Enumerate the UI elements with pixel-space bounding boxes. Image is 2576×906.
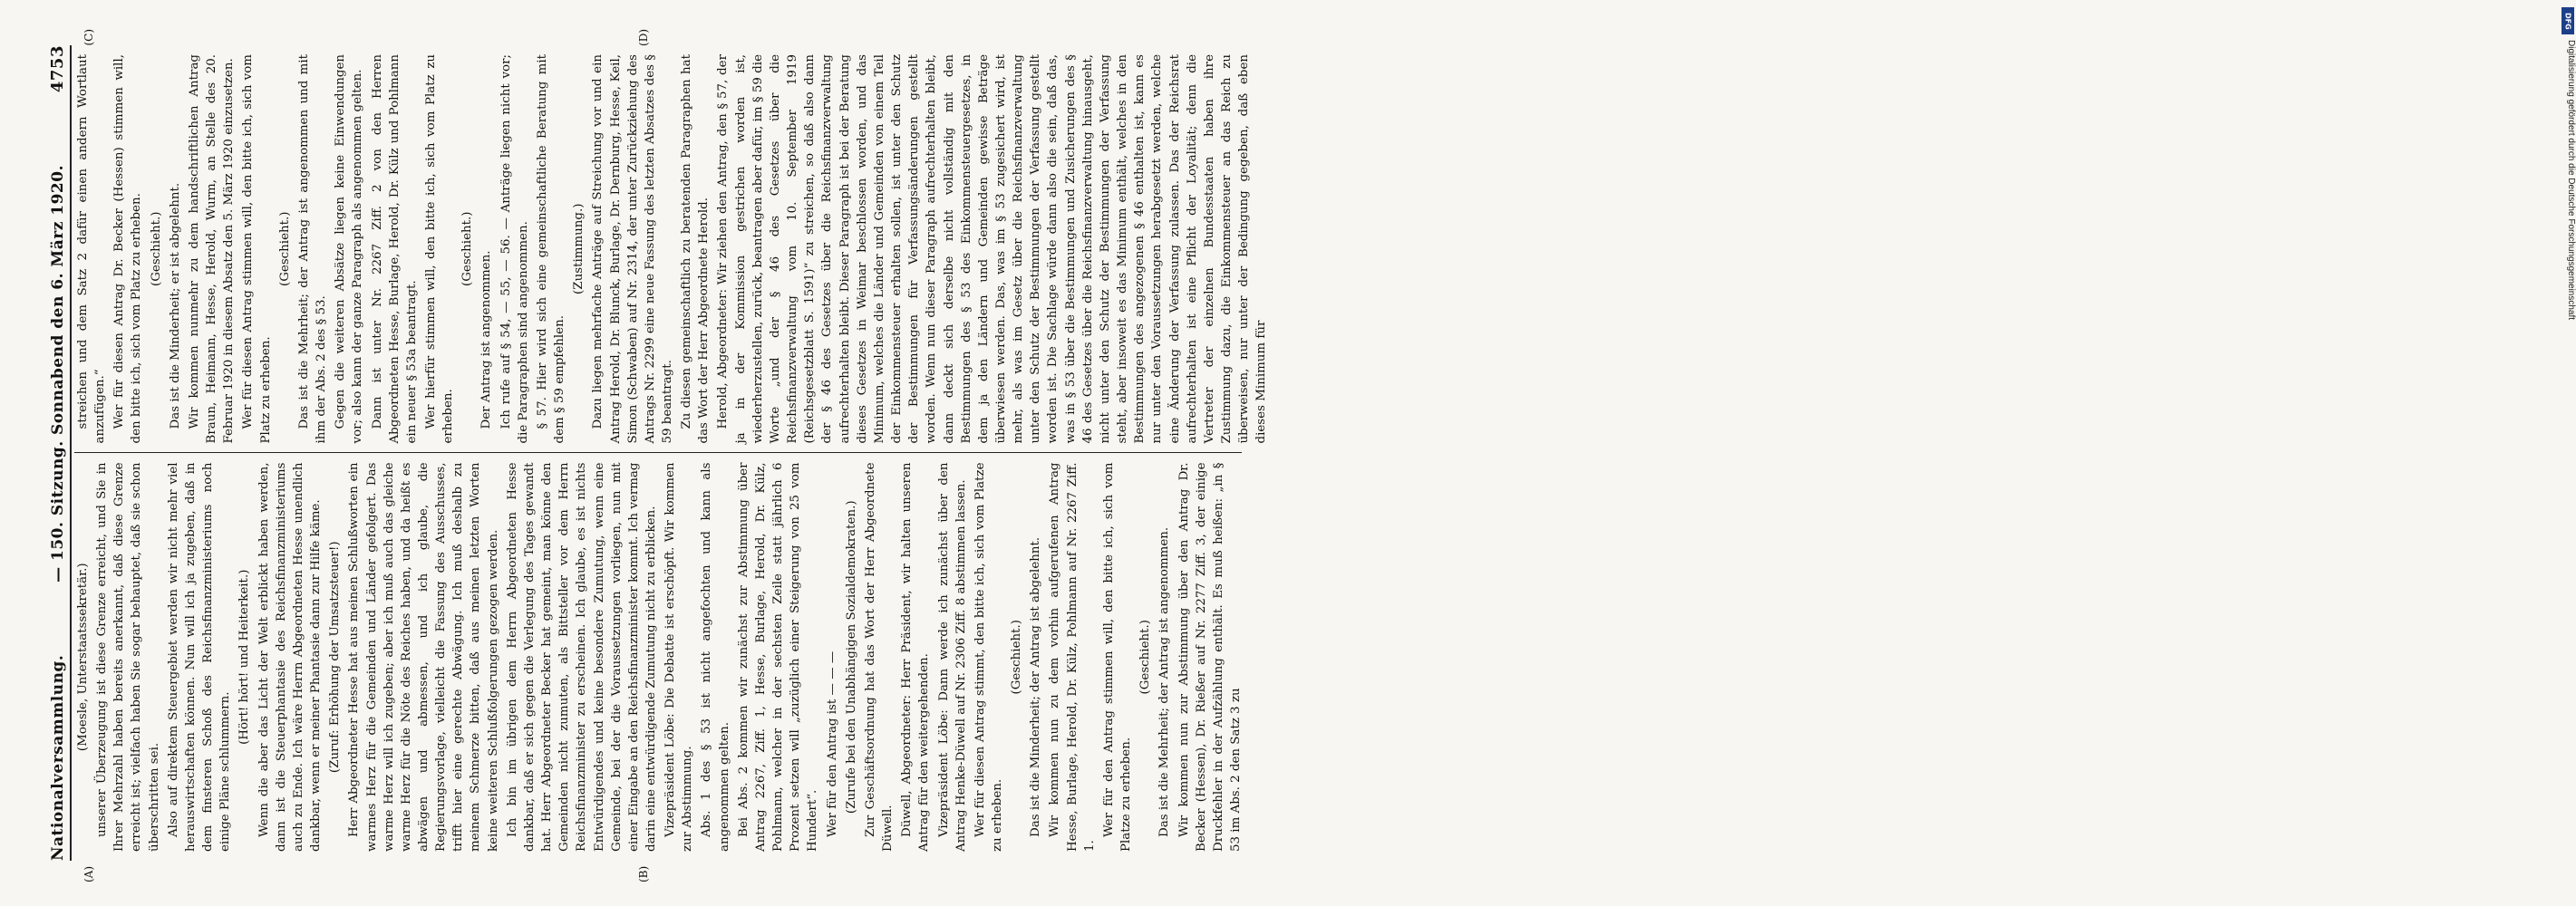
side-note [1278,0,2576,906]
stage-direction: (Moesle, Unterstaatssekretär.) [76,563,90,752]
margin-marker-d: (D) [637,29,650,46]
stage-direction: (Hört! hört! und Heiterkeit.) [237,569,252,745]
text-paragraph: Wir kommen nunmehr zu dem handschriftlichen Antrag Braun, Heimann, Hesse, Herold, Wurm, an Stelle des 20. Februar 1920 in diesem Absatz den 5. März 1920 einzusetzen. [187,54,237,444]
text-paragraph: Wenn die aber das Licht der Welt erblickt haben werden, dann ist die Steuerphantasie des Reichsfinanzministeriums auch zu Ende. Ich wäre Herrn Abgeordneten Hesse unendlich dankbar, wenn er meiner Phantasie dann zur Hilfe käme. [257,462,324,852]
header-title: Nationalversammlung. [49,654,67,861]
text-paragraph: Wer für den Antrag stimmen will, den bitte ich, sich vom Platze zu erheben. [1101,462,1134,852]
text-paragraph: Das ist die Minderheit; er ist abgelehnt. [168,182,182,429]
text-paragraph: Vizepräsident Löbe: Die Debatte ist erschöpft. Wir kommen zur Abstimmung. [663,462,695,852]
columns [74,29,1269,882]
stage-direction: (Geschieht.) [1138,619,1153,695]
left-column [74,454,1243,882]
stage-direction: (Geschieht.) [460,211,475,287]
dfg-logo: DFG [2561,7,2574,34]
text-paragraph: Gegen die weiteren Absätze liegen keine Einwendungen vor; also kann der ganze Paragraph als angenommen gelten. [334,54,365,444]
text-paragraph: § 57. Hier wird sich eine gemeinschaftliche Beratung mit dem § 59 empfehlen. [535,54,567,444]
stage-direction: (Zurufe bei den Unabhängigen Sozialdemokraten.) [844,500,858,814]
scanned-page [36,27,1269,888]
stage-direction: (Zuruf: Erhöhung der Umsatzsteuer!) [328,541,343,774]
page-header [36,45,72,861]
text-paragraph: Wir kommen nun zur Abstimmung über den Antrag Dr. Becker (Hessen), Dr. Rießer auf Nr. 2277 Ziff. 3, der einige Druckfehler in der Aufzählung enthält. Es muß heißen: „in § 53 im Abs. 2 den Satz 3 zu [1177,462,1243,852]
text-paragraph: Zur Geschäftsordnung hat das Wort der Herr Abgeordnete Düwell. [863,462,896,852]
text-paragraph: Also auf direktem Steuergebiet werden wir nicht mehr viel herauswirtschaften können. Nun will ich ja zugeben, daß in dem finsteren Schoß des Reichsfinanzministeriums noch einige Pläne schlummern. [166,462,233,852]
rotated-page [36,27,1269,888]
text-paragraph: Abs. 1 des § 53 ist nicht angefochten und kann als angenommen gelten. [700,462,731,852]
right-column [74,29,1269,454]
text-paragraph: Wer für den Antrag ist — — — [825,651,839,837]
text-paragraph: Dann ist unter Nr. 2267 Ziff. 2 von den Herren Abgeordneten Hesse, Burlage, Herold, Dr. Külz und Pohlmann ein neuer § 53a beantragt. [370,54,419,444]
stage-direction: (Zustimmung.) [572,203,586,294]
text-paragraph: Der Antrag ist angenommen. [479,250,494,429]
margin-marker-b: (B) [637,865,650,882]
digitization-caption: Digitalisierung gefördert durch die Deutsche Forschungsgemeinschaft [2566,40,2576,321]
margin-marker-c: (C) [82,29,95,46]
text-paragraph: Herr Abgeordneter Hesse hat aus meinen Schlußworten ein warmes Herz für die Gemeinden und Länder gefolgert. Das warme Herz will ich zugeben; aber ich muß auch das gleiche warme Herz für die Nöte des Reiches haben, und da heißt es abwägen und abmessen, und ich glaube, die Regierungsvorlage, vielleicht die Fassung des Ausschusses, trifft hier eine gerechte Abwägung. Ich muß deshalb zu meinem Schmerze bitten, daß aus meinen letzten Worten keine weiteren Schlußfolgerungen gezogen werden. [347,462,500,852]
text-paragraph: Wir kommen nun zu dem vorhin aufgerufenen Antrag Hesse, Burlage, Herold, Dr. Külz, Pohlmann auf Nr. 2267 Ziff. 1. [1048,462,1097,852]
text-paragraph: Düwell, Abgeordneter: Herr Präsident, wir halten unseren Antrag für den weitergehenden. [900,462,932,852]
text-paragraph: Herold, Abgeordneter: Wir ziehen den Antrag, den § 57, der ja in der Kommission gestrichen worden ist, wiederherzustellen, zurück, beantragen aber dafür, im § 59 die Worte „und der § 46 des Gesetzes über die Reichsfinanzverwaltung vom 10. September 1919 (Reichsgesetzblatt S. 1591)“ zu streichen, so daß also dann der § 46 des Gesetzes über die Reichsfinanzverwaltung aufrechterhalten bleibt. Dieser Paragraph ist bei der Beratung dieses Gesetzes in Weimar beschlossen worden, und das Minimum, welches die Länder und Gemeinden von einem Teil der Einkommensteuer erhalten sollen, ist unter den Schutz der Bestimmungen für Verfassungsänderungen gestellt worden. Wenn nun dieser Paragraph aufrechterhalten bleibt, dann deckt sich derselbe nicht vollständig mit den Bestimmungen des § 53 des Einkommensteuergesetzes, in dem ja den Ländern und Gemeinden gewisse Beträge überwiesen werden. Das, was im § 53 zugesichert wird, ist mehr, als was im Gesetz über die Reichsfinanzverwaltung unter den Schutz der Bestimmungen der Verfassung gestellt worden ist. Die Sachlage würde dann also die sein, daß das, was in § 53 über die Bestimmungen und Zusicherungen des § 46 des Gesetzes über die Reichsfinanzverwaltung hinausgeht, nicht unter den Schutz der Bestimmungen der Verfassung steht, aber insoweit es das Minimum enthält, welches in den Bestimmungen des angezogenen § 46 enthalten ist, kann es nur unter den Voraussetzungen herabgesetzt werden, welche eine Änderung der Verfassung zulassen. Das der Reichsrat aufrechterhalten ist eine Pflicht der Loyalität; denn die Vertreter der einzelnen Bundesstaaten haben ihre Zustimmung dazu, die Einkommensteuer an das Reich zu überweisen, nur unter der Bedingung gegeben, daß eben dieses Minimum für [716,54,1269,444]
text-paragraph: Das ist die Minderheit; der Antrag ist abgelehnt. [1029,536,1043,837]
text-paragraph: Das ist die Mehrheit; der Antrag ist angenommen. [1157,526,1172,837]
text-paragraph: streichen und dem Satz 2 dafür einen andern Wortlaut anzufügen.“ [76,54,108,444]
text-paragraph: unserer Überzeugung ist diese Grenze erreicht, und Sie in Ihrer Mehrzahl haben bereits anerkannt, daß diese Grenze erreicht ist; vielfach haben Sie sogar behauptet, daß sie schon überschritten sei. [95,462,161,852]
stage-direction: (Geschieht.) [149,211,163,287]
header-session: — 150. Sitzung. Sonnabend den 6. März 1920. [49,165,67,583]
text-paragraph: Wer für diesen Antrag Dr. Becker (Hessen) stimmen will, den bitte ich, sich vom Platz zu erheben. [112,54,144,444]
text-paragraph: Dazu liegen mehrfache Anträge auf Streichung vor und ein Antrag Herold, Dr. Blunck, Burlage, Dr. Dernburg, Hesse, Keil, Simon (Schwaben) auf Nr. 2314, der unter Zurückziehung des Antrags Nr. 2299 eine neue Fassung des letzten Absatzes des § 59 beantragt. [591,54,674,444]
text-paragraph: Wer hierfür stimmen will, den bitte ich, sich vom Platz zu erheben. [423,54,456,444]
text-paragraph: Wer für diesen Antrag stimmt, den bitte ich, sich vom Platze zu erheben. [973,462,1004,852]
stage-direction: (Geschieht.) [1010,619,1024,695]
text-paragraph: Vizepräsident Löbe: Dann werde ich zunächst über den Antrag Henke-Düwell auf Nr. 2306 Ziff. 8 abstimmen lassen. [936,462,968,852]
text-paragraph: Ich rufe auf § 54, — 55, — 56. — Anträge liegen nicht vor; die Paragraphen sind angenommen. [499,54,530,444]
text-paragraph: Bei Abs. 2 kommen wir zunächst zur Abstimmung über Antrag 2267, Ziff. 1, Hesse, Burlage, Herold, Dr. Külz, Pohlmann, welcher in der sechsten Zeile statt jährlich 6 Prozent setzen will „zuzüglich einer Steigerung von 25 vom Hundert“. [736,462,820,852]
page-number: 4753 [48,45,67,93]
text-paragraph: Das ist die Mehrheit; der Antrag ist angenommen und mit ihm der Abs. 2 des § 53. [296,54,329,444]
stage-direction: (Geschieht.) [277,211,292,287]
text-paragraph: Zu diesen gemeinschaftlich zu beratenden Paragraphen hat das Wort der Herr Abgeordnete Herold. [680,54,712,444]
text-paragraph: Wer für diesen Antrag stimmen will, den bitte ich, sich vom Platz zu erheben. [241,54,273,444]
text-paragraph: Ich bin im übrigen dem Herrn Abgeordneten Hesse dankbar, daß er sich gegen die Verlegung des Tages gewandt hat. Herr Abgeordneter Becker hat gemeint, man könne den Gemeinden nicht zumuten, als Bittsteller vor dem Herrn Reichsfinanzminister zu erscheinen. Ich glaube, es ist nichts Entwürdigendes und keine besondere Zumutung, wenn eine Gemeinde, bei der die Voraussetzungen vorliegen, nun mit einer Eingabe an den Reichsfinanzminister kommt. Ich vermag darin eine entwürdigende Zumutung nicht zu erblicken. [505,462,658,852]
margin-marker-a: (A) [82,865,95,882]
